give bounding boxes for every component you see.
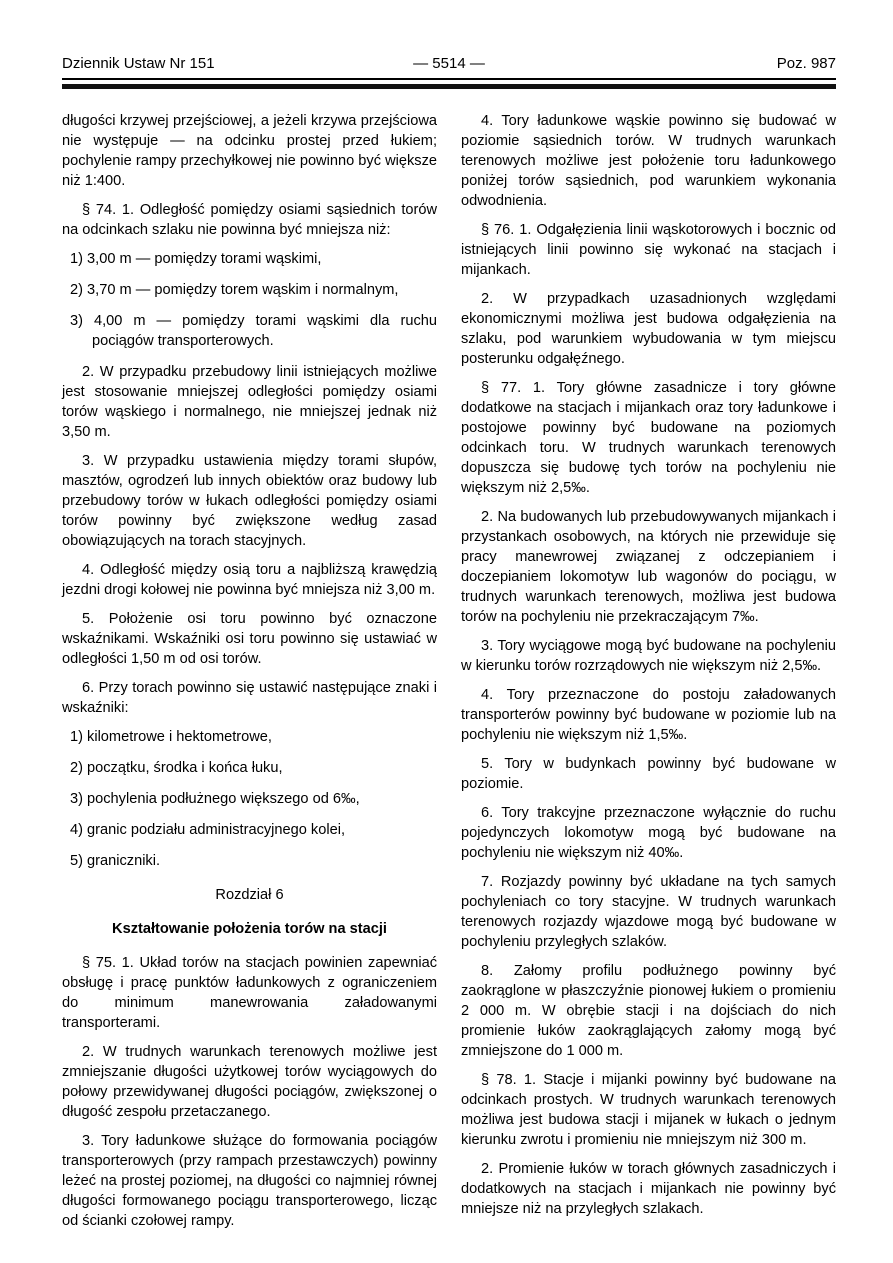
paragraph-s74-2: 2. W przypadku przebudowy linii istniejących możliwe jest stosowanie mniejszej odległości pomiędzy osiami torów wąskiego i normalnego, nie mniejszej jednak niż 3,50 m. xyxy=(62,364,437,440)
header-rule-thick xyxy=(62,84,836,89)
chapter-number: Rozdział 6 xyxy=(215,887,284,903)
position-number: Poz. 987 xyxy=(776,55,836,72)
paragraph-s78-2: 2. Promienie łuków w torach głównych zasadniczych i dodatkowych na stacjach i mijankach nie powinny być mniejsze niż na przyległych szlakach. xyxy=(461,1161,836,1217)
list-item: 2) początku, środka i końca łuku, xyxy=(70,760,283,776)
header-rule-thin xyxy=(62,78,836,80)
paragraph-s74-5: 5. Położenie osi toru powinno być oznaczone wskaźnikami. Wskaźniki osi toru powinno się ustawiać w odległości 1,50 m od osi torów. xyxy=(62,611,437,667)
text-columns xyxy=(62,111,836,1240)
paragraph-s75-3: 3. Tory ładunkowe służące do formowania pociągów transporterowych (przy rampach przestawczych) powinny leżeć na prostej poziomej, na długości co najmniej równej długości formowanego pociągu transporterowego, licząc od ścianki czołowej rampy. xyxy=(62,1133,437,1229)
page-header xyxy=(62,55,836,73)
list-item: 1) kilometrowe i hektometrowe, xyxy=(70,729,272,745)
paragraph-s75-4: 4. Tory ładunkowe wąskie powinno się budować w poziomie sąsiednich torów. W trudnych warunkach terenowych możliwe jest położenie toru ładunkowego poniżej torów sąsiednich, pod warunkiem wykonania odwodnienia. xyxy=(461,113,836,209)
paragraph-s74-1: § 74. 1. Odległość pomiędzy osiami sąsiednich torów na odcinkach szlaku nie powinna być mniejsza niż: xyxy=(62,202,437,238)
page-number: — 5514 — xyxy=(413,55,485,72)
list-item: 3) 4,00 m — pomiędzy torami wąskimi dla ruchu pociągów transporterowych. xyxy=(70,313,437,349)
paragraph-s77-6: 6. Tory trakcyjne przeznaczone wyłącznie do ruchu pojedynczych lokomotyw mogą być budowane na pochyleniu nie większym niż 40‰. xyxy=(461,805,836,861)
list-item: 3) pochylenia podłużnego większego od 6‰, xyxy=(70,791,360,807)
paragraph-s77-1: § 77. 1. Tory główne zasadnicze i tory główne dodatkowe na stacjach i mijankach oraz tory ładunkowe i postojowe powinny być budowane na poziomych odcinkach toru. W trudnych warunkach terenowych dopuszcza się budowę tych torów na pochyleniu nie większym niż 2,5‰. xyxy=(461,380,836,496)
paragraph-s74-3: 3. W przypadku ustawienia między torami słupów, masztów, ogrodzeń lub innych obiektów oraz budowy lub przebudowy torów w łukach odległości pomiędzy osiami torów powinny być zwiększone według zasad obowiązujących na torach stacyjnych. xyxy=(62,453,437,549)
paragraph-s74-4: 4. Odległość między osią toru a najbliższą krawędzią jezdni drogi kołowej nie powinna być mniejsza niż 3,00 m. xyxy=(62,562,437,598)
list-item: 1) 3,00 m — pomiędzy torami wąskimi, xyxy=(70,251,322,267)
paragraph-s78-1: § 78. 1. Stacje i mijanki powinny być budowane na odcinkach prostych. W trudnych warunkach terenowych możliwa jest budowa stacji i mijanek w łukach o jednym kierunku zwrotu i promieniu nie mniejszym niż 300 m. xyxy=(461,1072,836,1148)
paragraph-continuation: długości krzywej przejściowej, a jeżeli krzywa przejściowa nie występuje — na odcinku prostej przed łukiem; pochylenie rampy przechyłkowej nie powinno być większe niż 1:400. xyxy=(62,113,437,189)
list-item: 5) graniczniki. xyxy=(70,853,161,869)
paragraph-s77-8: 8. Załomy profilu podłużnego powinny być zaokrąglone w płaszczyźnie pionowej łukiem o promieniu 2 000 m. W obrębie stacji i na dojściach do nich promienie łuków zaokrąglających załomy mogą być zmniejszone do 1 000 m. xyxy=(461,963,836,1059)
list-item: 4) granic podziału administracyjnego kolei, xyxy=(70,822,345,838)
journal-title: Dziennik Ustaw Nr 151 xyxy=(62,55,215,72)
paragraph-s77-3: 3. Tory wyciągowe mogą być budowane na pochyleniu w kierunku torów rozrządowych nie większym niż 2,5‰. xyxy=(461,638,836,674)
paragraph-s77-7: 7. Rozjazdy powinny być układane na tych samych pochyleniach co tory stacyjne. W trudnych warunkach terenowych rozjazdy wjazdowe mogą być budowane w pochyleniu przyległych szlaków. xyxy=(461,874,836,950)
paragraph-s75-1: § 75. 1. Układ torów na stacjach powinien zapewniać obsługę i pracę punktów ładunkowych z ograniczeniem do minimum manewrowania załadowanymi transporterami. xyxy=(62,955,437,1031)
paragraph-s76-2: 2. W przypadkach uzasadnionych względami ekonomicznymi możliwa jest budowa odgałęzienia na szlaku, pod warunkiem wybudowania w tym miejscu posterunku odgałęźnego. xyxy=(461,291,836,367)
paragraph-s74-6: 6. Przy torach powinno się ustawić następujące znaki i wskaźniki: xyxy=(62,680,437,716)
chapter-title: Kształtowanie położenia torów na stacji xyxy=(112,921,387,937)
paragraph-s77-4: 4. Tory przeznaczone do postoju załadowanych transporterów powinny być budowane w poziomie lub na pochyleniu nie większym niż 1,5‰. xyxy=(461,687,836,743)
paragraph-s77-5: 5. Tory w budynkach powinny być budowane w poziomie. xyxy=(461,756,836,792)
paragraph-s77-2: 2. Na budowanych lub przebudowywanych mijankach i przystankach osobowych, na których nie przewiduje się pracy manewrowej związanej z odczepianiem i doczepianiem lokomotyw lub wagonów do pociągu, w trudnych warunkach terenowych, możliwa jest budowa torów na pochyleniu nie przekraczającym 7‰. xyxy=(461,509,836,625)
right-column xyxy=(461,111,836,1240)
paragraph-s76-1: § 76. 1. Odgałęzienia linii wąskotorowych i bocznic od istniejących linii powinno się wykonać na stacjach i mijankach. xyxy=(461,222,836,278)
left-column xyxy=(62,111,437,1240)
paragraph-s75-2: 2. W trudnych warunkach terenowych możliwe jest zmniejszanie długości użytkowej torów wyciągowych do połowy przewidywanej długości pociągów, zwiększonej o długość zespołu przetaczanego. xyxy=(62,1044,437,1120)
list-item: 2) 3,70 m — pomiędzy torem wąskim i normalnym, xyxy=(70,282,399,298)
